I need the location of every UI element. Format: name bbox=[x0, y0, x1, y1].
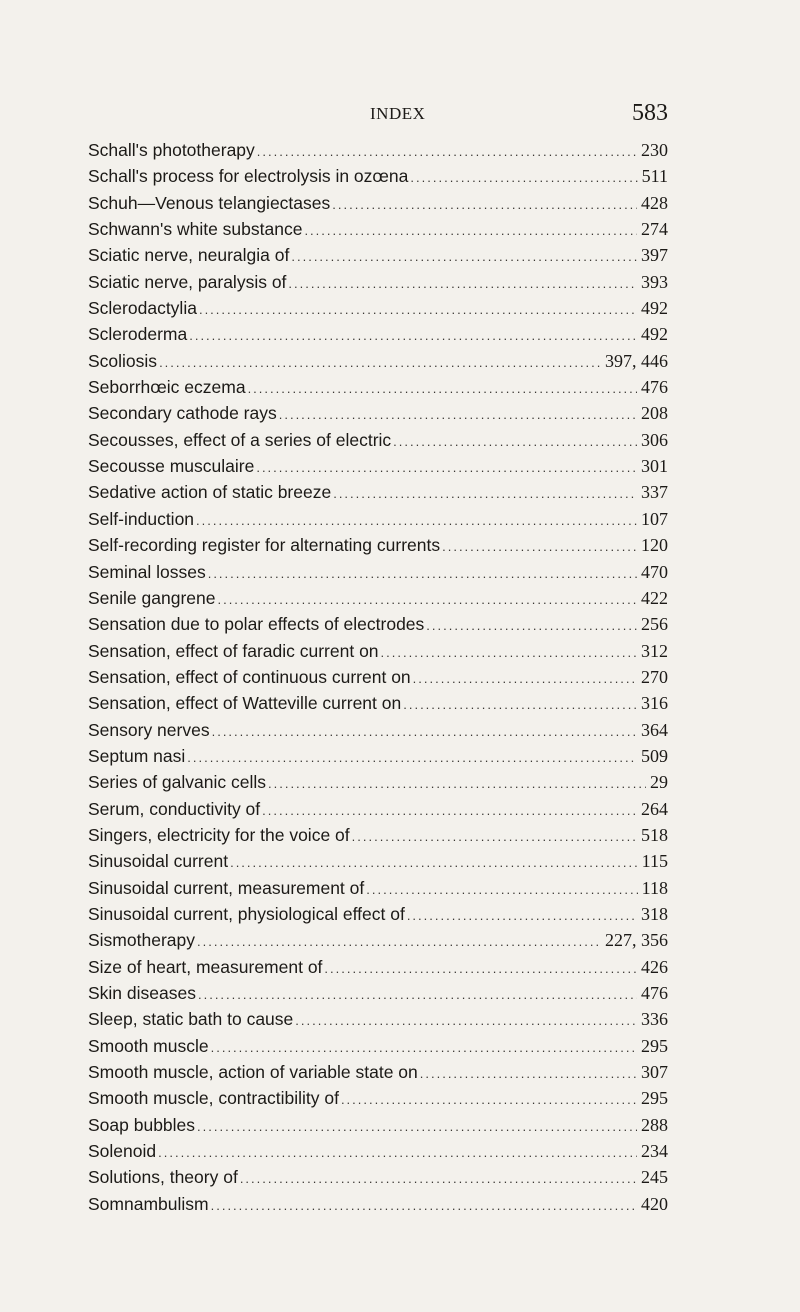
index-entry bbox=[88, 140, 668, 166]
index-entry bbox=[88, 1088, 668, 1114]
index-entry bbox=[88, 272, 668, 298]
index-entry bbox=[88, 1115, 668, 1141]
index-entry bbox=[88, 535, 668, 561]
index-entry-term: Series of galvanic cells bbox=[88, 772, 266, 793]
index-entry bbox=[88, 720, 668, 746]
index-entry-pages: 509 bbox=[641, 745, 668, 766]
dot-leader bbox=[341, 1092, 637, 1107]
index-entry-pages: 420 bbox=[641, 1193, 668, 1214]
dot-leader bbox=[410, 170, 637, 185]
index-entry-pages: 264 bbox=[641, 798, 668, 819]
index-entry-term: Sensory nerves bbox=[88, 719, 210, 740]
page-header bbox=[88, 100, 668, 130]
index-entry-pages: 227, 356 bbox=[605, 930, 668, 951]
dot-leader bbox=[333, 486, 637, 501]
dot-leader bbox=[279, 407, 637, 422]
index-entry-term: Sciatic nerve, paralysis of bbox=[88, 271, 287, 292]
index-entry-term: Somnambulism bbox=[88, 1193, 209, 1214]
index-entry bbox=[88, 482, 668, 508]
index-entry-pages: 511 bbox=[641, 166, 668, 187]
index-entry-pages: 492 bbox=[641, 298, 668, 319]
index-entry bbox=[88, 983, 668, 1009]
index-entry-term: Schuh—Venous telangiectases bbox=[88, 192, 331, 213]
index-entry bbox=[88, 166, 668, 192]
dot-leader bbox=[212, 724, 637, 739]
dot-leader bbox=[208, 566, 637, 581]
index-entry bbox=[88, 904, 668, 930]
dot-leader bbox=[366, 882, 637, 897]
index-entry bbox=[88, 851, 668, 877]
index-entry bbox=[88, 1194, 668, 1220]
index-entry-pages: 301 bbox=[641, 456, 668, 477]
index-entry bbox=[88, 193, 668, 219]
index-entry bbox=[88, 377, 668, 403]
dot-leader bbox=[230, 855, 638, 870]
index-entry-term: Soap bubbles bbox=[88, 1114, 196, 1135]
index-entry-term: Sclerodactylia bbox=[88, 298, 197, 319]
index-entry-term: Schall's process for electrolysis in ozœna bbox=[88, 166, 409, 187]
index-entry-pages: 476 bbox=[641, 377, 668, 398]
index-entry-term: Secousses, effect of a series of electric bbox=[88, 429, 392, 450]
index-entry bbox=[88, 746, 668, 772]
index-entry-pages: 256 bbox=[641, 614, 668, 635]
index-entry-term: Singers, electricity for the voice of bbox=[88, 824, 350, 845]
index-entry-pages: 393 bbox=[641, 271, 668, 292]
index-entry-pages: 318 bbox=[641, 903, 668, 924]
index-entry bbox=[88, 799, 668, 825]
index-entry-pages: 518 bbox=[641, 824, 668, 845]
dot-leader bbox=[248, 381, 637, 396]
index-entry-term: Sleep, static bath to cause bbox=[88, 1009, 294, 1030]
index-entry bbox=[88, 772, 668, 798]
index-entry-pages: 316 bbox=[641, 693, 668, 714]
index-entry-term: Schall's phototherapy bbox=[88, 140, 255, 160]
index-entry-pages: 118 bbox=[641, 877, 668, 898]
index-entry-pages: 208 bbox=[641, 403, 668, 424]
dot-leader bbox=[211, 1198, 637, 1213]
index-entry-term: Sciatic nerve, neuralgia of bbox=[88, 245, 290, 266]
dot-leader bbox=[217, 592, 637, 607]
dot-leader bbox=[262, 803, 637, 818]
index-entry-pages: 245 bbox=[641, 1167, 668, 1188]
index-entry bbox=[88, 588, 668, 614]
index-entry-pages: 120 bbox=[641, 535, 668, 556]
index-entry bbox=[88, 825, 668, 851]
index-entry-term: Self-recording register for alternating currents bbox=[88, 535, 441, 556]
dot-leader bbox=[288, 276, 637, 291]
index-entry-pages: 428 bbox=[641, 192, 668, 213]
index-entry-pages: 336 bbox=[641, 1009, 668, 1030]
index-entry-term: Solenoid bbox=[88, 1141, 157, 1162]
index-entry-pages: 270 bbox=[641, 666, 668, 687]
index-entry-pages: 364 bbox=[641, 719, 668, 740]
index-entry bbox=[88, 298, 668, 324]
index-entry-pages: 288 bbox=[641, 1114, 668, 1135]
index-entry-pages: 426 bbox=[641, 956, 668, 977]
dot-leader bbox=[332, 197, 637, 212]
index-entry-term: Seborrhœic eczema bbox=[88, 377, 246, 398]
index-entry-term: Smooth muscle bbox=[88, 1035, 209, 1056]
index-entry-term: Septum nasi bbox=[88, 745, 186, 766]
index-entry bbox=[88, 456, 668, 482]
dot-leader bbox=[407, 908, 637, 923]
index-entry-pages: 274 bbox=[641, 219, 668, 240]
index-entry-term: Smooth muscle, action of variable state on bbox=[88, 1062, 418, 1083]
index-entry-term: Sismotherapy bbox=[88, 930, 195, 951]
index-entry-term: Sensation due to polar effects of electrodes bbox=[88, 614, 425, 635]
index-entry-term: Sensation, effect of continuous current on bbox=[88, 666, 411, 687]
index-entry-term: Secondary cathode rays bbox=[88, 403, 277, 424]
index-entry-pages: 234 bbox=[641, 1141, 668, 1162]
index-entry-term: Schwann's white substance bbox=[88, 219, 303, 240]
index-entry bbox=[88, 641, 668, 667]
index-entry bbox=[88, 324, 668, 350]
dot-leader bbox=[189, 328, 637, 343]
index-entry bbox=[88, 219, 668, 245]
index-entry-pages: 306 bbox=[641, 429, 668, 450]
dot-leader bbox=[199, 302, 637, 317]
dot-leader bbox=[187, 750, 637, 765]
dot-leader bbox=[268, 776, 646, 791]
index-entry-term: Serum, conductivity of bbox=[88, 798, 261, 819]
index-entry-term: Self-induction bbox=[88, 508, 195, 529]
index-entry bbox=[88, 1141, 668, 1167]
index-entry-list bbox=[88, 140, 668, 1220]
index-entry-term: Seminal losses bbox=[88, 561, 206, 582]
index-entry bbox=[88, 614, 668, 640]
running-head-title: INDEX bbox=[370, 104, 426, 123]
index-entry-term: Sensation, effect of faradic current on bbox=[88, 640, 379, 661]
index-entry bbox=[88, 878, 668, 904]
dot-leader bbox=[393, 434, 637, 449]
index-entry-pages: 29 bbox=[650, 772, 668, 793]
dot-leader bbox=[304, 223, 637, 238]
index-entry bbox=[88, 245, 668, 271]
dot-leader bbox=[158, 1145, 637, 1160]
index-entry-term: Sinusoidal current, measurement of bbox=[88, 877, 365, 898]
index-entry-pages: 397, 446 bbox=[605, 350, 668, 371]
dot-leader bbox=[324, 961, 637, 976]
dot-leader bbox=[403, 697, 637, 712]
page-number: 583 bbox=[632, 100, 668, 126]
index-entry bbox=[88, 1036, 668, 1062]
index-entry-pages: 115 bbox=[641, 851, 668, 872]
index-entry-pages: 470 bbox=[641, 561, 668, 582]
dot-leader bbox=[211, 1040, 637, 1055]
dot-leader bbox=[291, 249, 637, 264]
index-entry-term: Sinusoidal current bbox=[88, 851, 229, 872]
index-entry bbox=[88, 693, 668, 719]
index-entry-term: Size of heart, measurement of bbox=[88, 956, 323, 977]
index-entry-pages: 337 bbox=[641, 482, 668, 503]
index-entry-pages: 492 bbox=[641, 324, 668, 345]
index-entry-term: Sensation, effect of Watteville current on bbox=[88, 693, 402, 714]
dot-leader bbox=[240, 1171, 637, 1186]
index-entry bbox=[88, 1009, 668, 1035]
dot-leader bbox=[196, 513, 637, 528]
index-entry-pages: 307 bbox=[641, 1062, 668, 1083]
index-entry-term: Sedative action of static breeze bbox=[88, 482, 332, 503]
index-entry bbox=[88, 667, 668, 693]
dot-leader bbox=[198, 987, 637, 1002]
index-entry-term: Smooth muscle, contractibility of bbox=[88, 1088, 339, 1109]
dot-leader bbox=[381, 645, 637, 660]
index-entry bbox=[88, 930, 668, 956]
dot-leader bbox=[352, 829, 637, 844]
index-entry-term: Scoliosis bbox=[88, 350, 158, 371]
index-entry bbox=[88, 562, 668, 588]
index-entry-term: Senile gangrene bbox=[88, 587, 216, 608]
index-entry-pages: 295 bbox=[641, 1035, 668, 1056]
index-entry-pages: 397 bbox=[641, 245, 668, 266]
index-entry-term: Skin diseases bbox=[88, 983, 196, 1003]
index-entry bbox=[88, 1167, 668, 1193]
index-entry-term: Scleroderma bbox=[88, 324, 188, 345]
dot-leader bbox=[257, 144, 637, 159]
dot-leader bbox=[197, 934, 601, 949]
index-entry bbox=[88, 430, 668, 456]
dot-leader bbox=[426, 618, 637, 633]
index-entry-pages: 476 bbox=[641, 983, 668, 1003]
index-entry bbox=[88, 1062, 668, 1088]
index-entry bbox=[88, 509, 668, 535]
index-entry-pages: 295 bbox=[641, 1088, 668, 1109]
dot-leader bbox=[256, 460, 637, 475]
dot-leader bbox=[442, 539, 637, 554]
index-entry-term: Sinusoidal current, physiological effect of bbox=[88, 903, 405, 924]
dot-leader bbox=[197, 1119, 637, 1134]
dot-leader bbox=[420, 1066, 637, 1081]
index-entry-pages: 312 bbox=[641, 640, 668, 661]
index-entry-term: Secousse musculaire bbox=[88, 456, 255, 477]
index-entry bbox=[88, 403, 668, 429]
dot-leader bbox=[295, 1013, 637, 1028]
index-entry-pages: 230 bbox=[641, 140, 668, 160]
dot-leader bbox=[159, 355, 601, 370]
index-entry bbox=[88, 351, 668, 377]
dot-leader bbox=[413, 671, 637, 686]
index-entry-pages: 422 bbox=[641, 587, 668, 608]
index-entry bbox=[88, 957, 668, 983]
index-entry-term: Solutions, theory of bbox=[88, 1167, 238, 1188]
index-entry-pages: 107 bbox=[641, 508, 668, 529]
